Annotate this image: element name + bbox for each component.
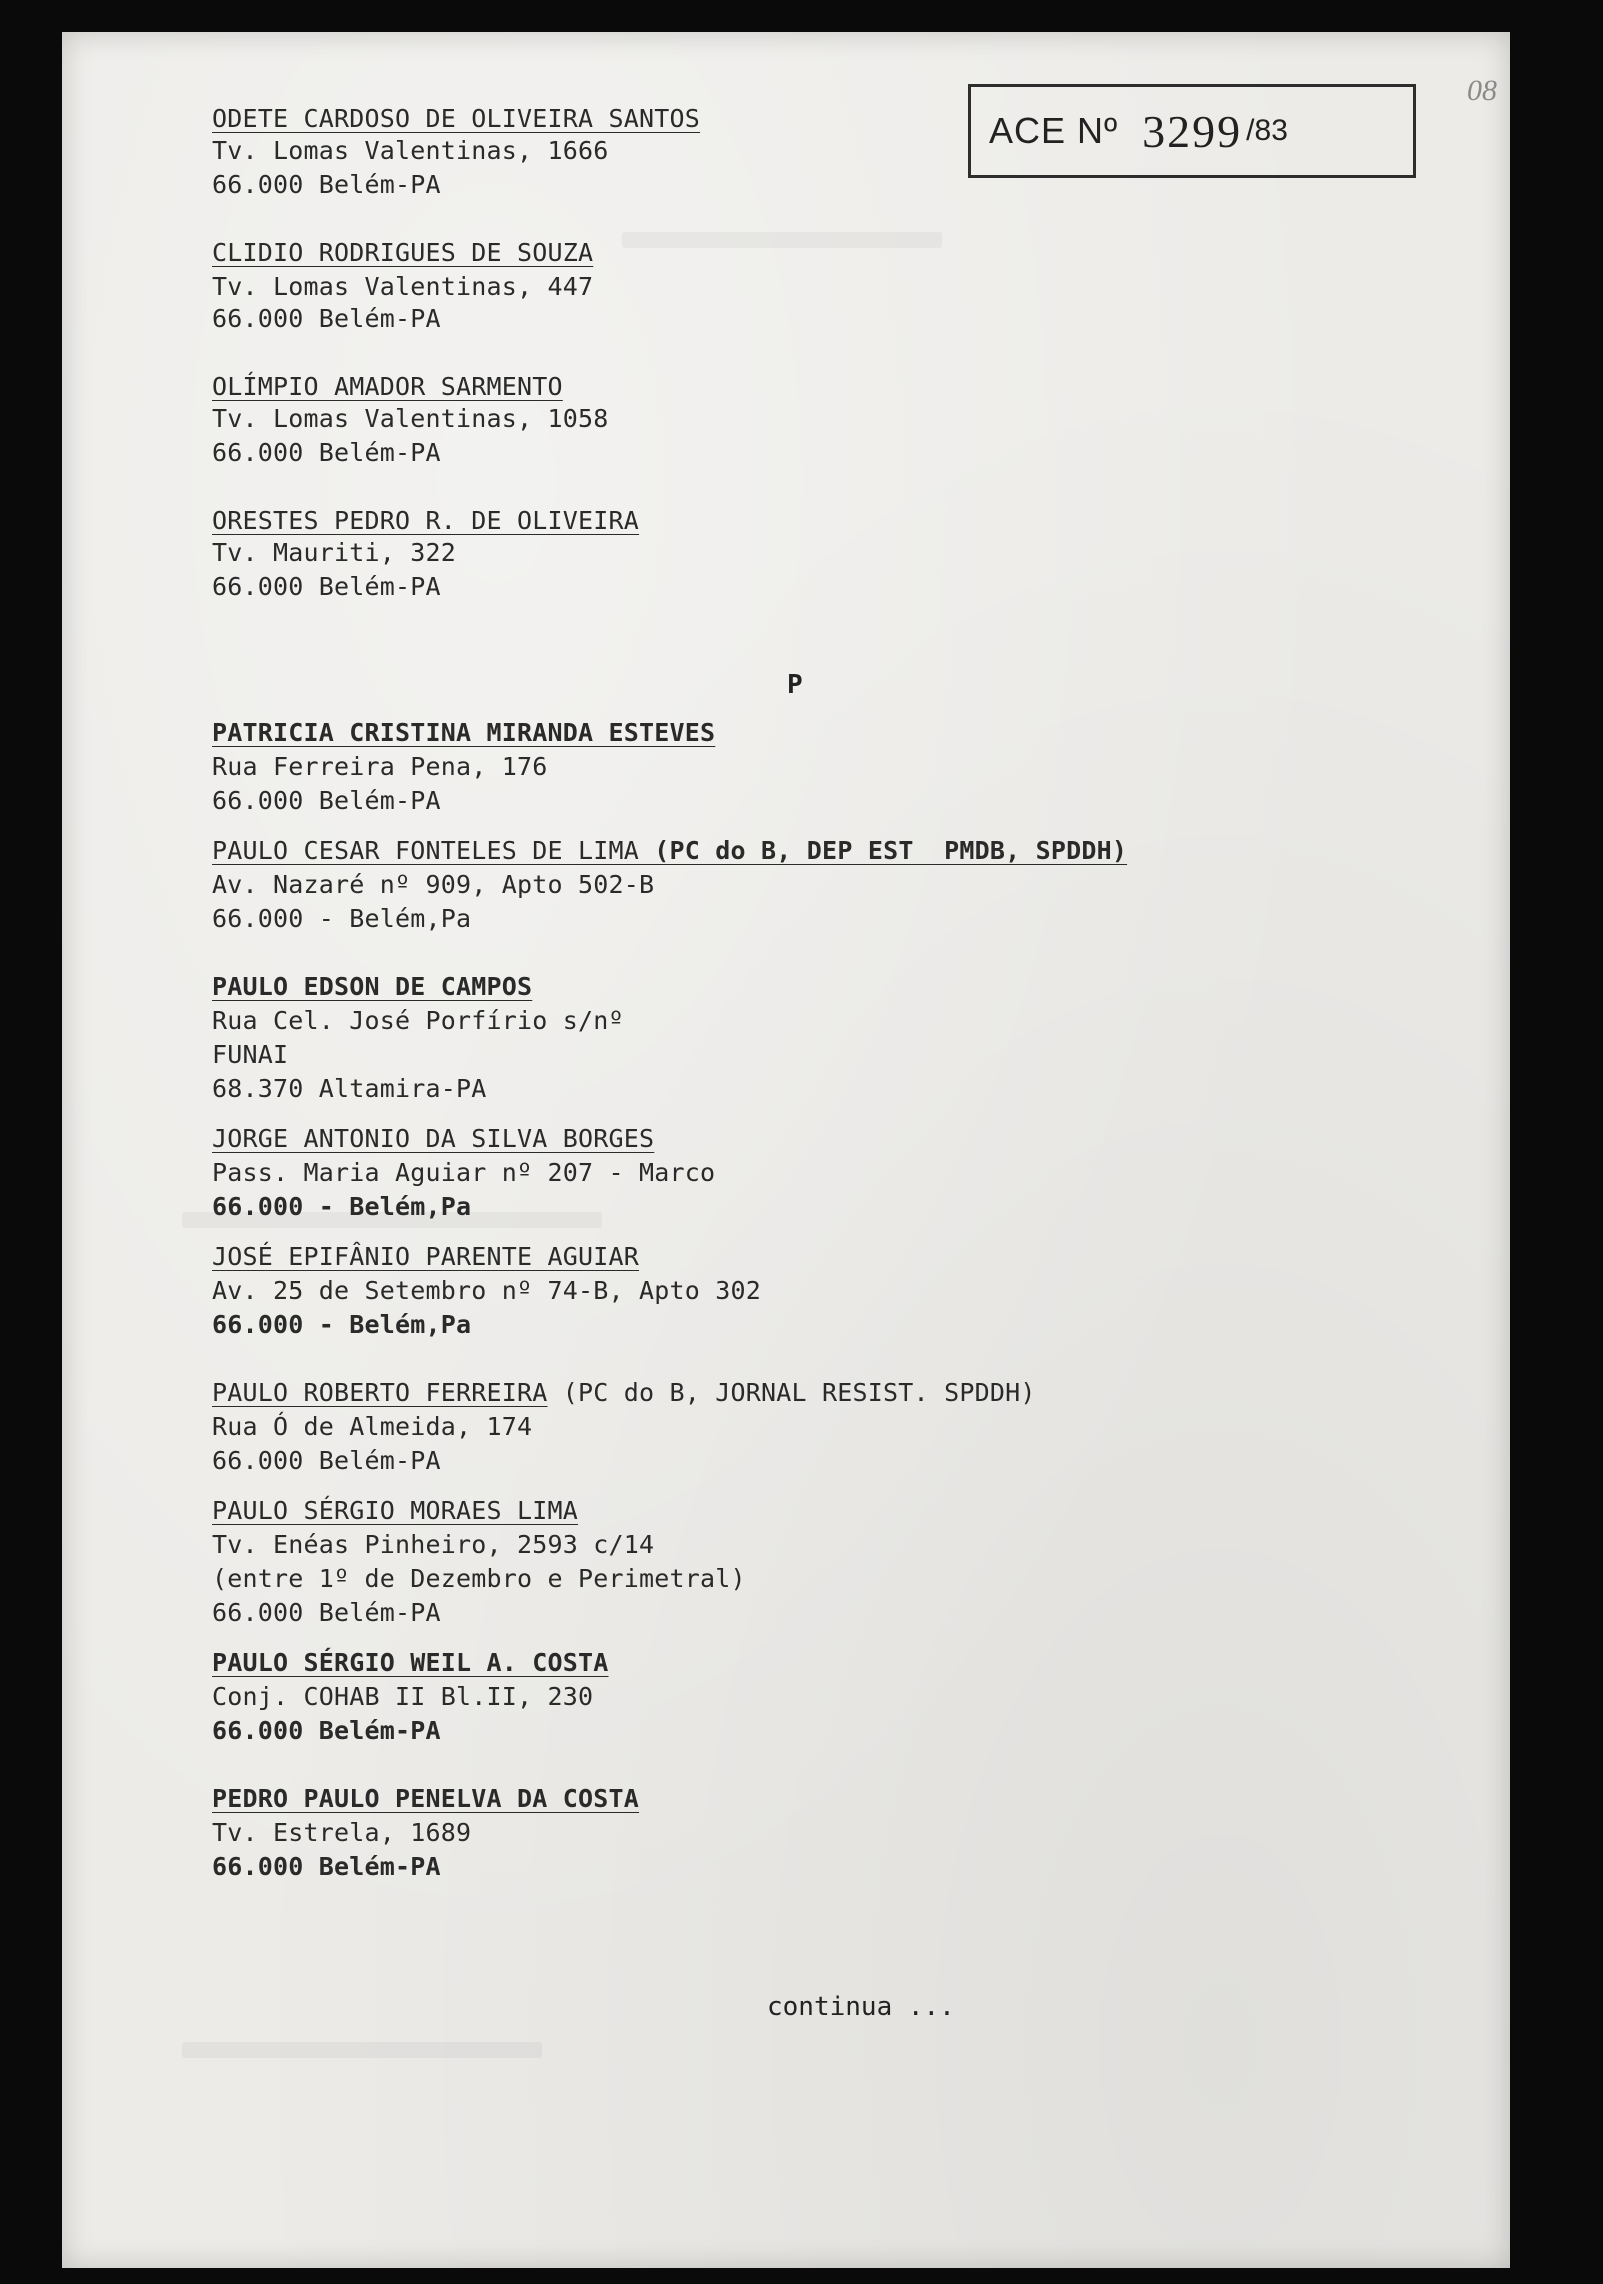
entry-city: 66.000 Belém-PA: [212, 1598, 441, 1627]
entry-address: Tv. Mauriti, 322: [212, 538, 457, 567]
entry-org: FUNAI: [212, 1040, 289, 1069]
entry-address: Tv. Lomas Valentinas, 1058: [212, 404, 609, 433]
stamp-number: 3299: [1142, 105, 1243, 157]
entry-city: 66.000 Belém-PA: [212, 1446, 441, 1475]
ace-stamp: [968, 84, 1416, 178]
entry-city: 66.000 Belém-PA: [212, 1852, 441, 1881]
entry-name: PEDRO PAULO PENELVA DA COSTA: [212, 1784, 640, 1813]
continua-footer: continua ...: [767, 1992, 955, 2022]
entry-address: Pass. Maria Aguiar nº 207 - Marco: [212, 1158, 716, 1187]
entry-city: 66.000 Belém-PA: [212, 304, 441, 333]
entry-name: OLÍMPIO AMADOR SARMENTO: [212, 372, 563, 401]
entry-name: PAULO SÉRGIO WEIL A. COSTA: [212, 1648, 609, 1677]
entry-header-row: [212, 836, 1127, 866]
section-letter: P: [787, 670, 803, 700]
entry-address: Conj. COHAB II Bl.II, 230: [212, 1682, 594, 1711]
entry-address: Av. Nazaré nº 909, Apto 502-B: [212, 870, 655, 899]
entry-address: Tv. Estrela, 1689: [212, 1818, 472, 1847]
entry-name: JORGE ANTONIO DA SILVA BORGES: [212, 1124, 655, 1153]
entry-city: 66.000 - Belém,Pa: [212, 1192, 472, 1221]
entry-address: Tv. Enéas Pinheiro, 2593 c/14: [212, 1530, 655, 1559]
entry-name: PAULO SÉRGIO MORAES LIMA: [212, 1496, 579, 1525]
entry-city: 68.370 Altamira-PA: [212, 1074, 487, 1103]
entry-city: 66.000 Belém-PA: [212, 572, 441, 601]
entry-city: 66.000 Belém-PA: [212, 786, 441, 815]
entry-address: Rua Cel. José Porfírio s/nº: [212, 1006, 624, 1035]
stamp-label: ACE Nº: [989, 110, 1119, 151]
entry-address: Rua Ferreira Pena, 176: [212, 752, 548, 781]
entry-city: 66.000 Belém-PA: [212, 1716, 441, 1745]
entry-name: PATRICIA CRISTINA MIRANDA ESTEVES: [212, 718, 716, 747]
entry-note: (PC do B, JORNAL RESIST. SPDDH): [547, 1378, 1036, 1407]
entry-city: 66.000 - Belém,Pa: [212, 1310, 472, 1339]
entry-name: ODETE CARDOSO DE OLIVEIRA SANTOS: [212, 104, 701, 133]
entry-address: Tv. Lomas Valentinas, 447: [212, 272, 594, 301]
entry-name: PAULO ROBERTO FERREIRA: [212, 1378, 548, 1407]
stamp-year: /83: [1246, 114, 1288, 147]
page-corner-mark: 08: [1467, 74, 1497, 107]
entry-header-row: [212, 1378, 1036, 1408]
entry-name: PAULO EDSON DE CAMPOS: [212, 972, 533, 1001]
entry-note: (PC do B, DEP EST PMDB, SPDDH): [639, 836, 1128, 865]
entry-name: PAULO CESAR FONTELES DE LIMA: [212, 836, 640, 865]
entry-name: CLIDIO RODRIGUES DE SOUZA: [212, 238, 594, 267]
entry-city: 66.000 - Belém,Pa: [212, 904, 472, 933]
entry-address: Av. 25 de Setembro nº 74-B, Apto 302: [212, 1276, 762, 1305]
entry-name: ORESTES PEDRO R. DE OLIVEIRA: [212, 506, 640, 535]
entry-city: 66.000 Belém-PA: [212, 438, 441, 467]
entry-address: Tv. Lomas Valentinas, 1666: [212, 136, 609, 165]
document-body: [62, 32, 1510, 2268]
entry-name: JOSÉ EPIFÂNIO PARENTE AGUIAR: [212, 1242, 640, 1271]
entry-address: Rua Ó de Almeida, 174: [212, 1412, 533, 1441]
entry-address-note: (entre 1º de Dezembro e Perimetral): [212, 1564, 746, 1593]
paper-sheet: [62, 32, 1510, 2268]
entry-city: 66.000 Belém-PA: [212, 170, 441, 199]
